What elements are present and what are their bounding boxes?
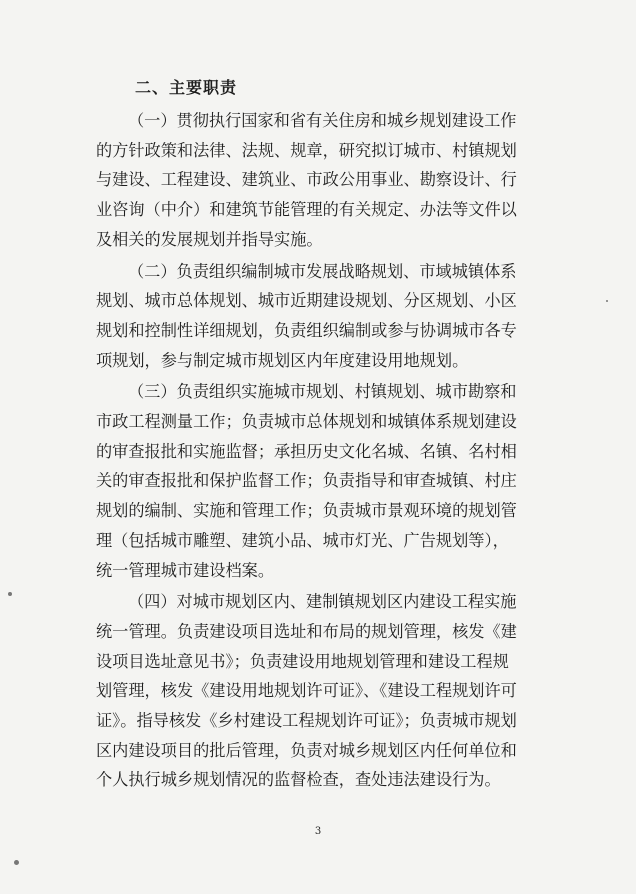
text-line: 与建设、工程建设、建筑业、市政公用事业、勘察设计、行	[96, 170, 517, 190]
text-line: （四）对城市规划区内、建制镇规划区内建设工程实施	[128, 592, 517, 612]
text-line: 证》。指导核发《乡村建设工程规划许可证》；负责城市规划	[96, 711, 517, 731]
text-line: 及相关的发展规划并指导实施。	[96, 229, 323, 249]
scan-speck	[14, 860, 19, 865]
text-line: 规划和控制性详细规划，负责组织编制或参与协调城市各专	[96, 320, 517, 340]
text-line: （一）贯彻执行国家和省有关住房和城乡规划建设工作	[128, 111, 517, 130]
text-line: 划管理，核发《建设用地规划许可证》、《建设工程规划许可	[96, 681, 517, 701]
text-line: 区内建设项目的批后管理，负责对城乡规划区内任何单位和	[96, 740, 517, 760]
text-line: 规划的编制、实施和管理工作；负责城市景观环境的规划管	[96, 501, 517, 521]
text-line: 的方针政策和法律、法规、规章，研究拟订城市、村镇规划	[96, 140, 517, 160]
text-line: 统一管理城市建设档案。	[96, 560, 275, 580]
text-line: 统一管理。负责建设项目选址和布局的规划管理，核发《建	[96, 621, 517, 641]
text-line: 市政工程测量工作；负责城市总体规划和城镇体系规划建设	[96, 412, 517, 432]
paragraph-3	[96, 377, 556, 585]
text-line: 设项目选址意见书》；负责建设用地规划管理和建设工程规	[96, 651, 509, 671]
scan-speck	[606, 300, 608, 302]
paragraph-2	[96, 257, 556, 376]
paragraph-4	[96, 587, 556, 795]
text-line: 理（包括城市雕塑、建筑小品、城市灯光、广告规划等），	[96, 530, 509, 550]
page-number: 3	[314, 826, 322, 837]
text-line: 个人执行城乡规划情况的监督检查，查处违法建设行为。	[96, 770, 501, 790]
text-line: 业咨询（中介）和建筑节能管理的有关规定、办法等文件以	[96, 200, 517, 220]
document-body	[96, 106, 556, 797]
text-line: 的审查报批和实施监督；承担历史文化名城、名镇、名村相	[96, 441, 517, 461]
text-line: （三）负责组织实施城市规划、村镇规划、城市勘察和	[128, 382, 517, 402]
section-heading: 二、主要职责	[135, 78, 238, 97]
text-line: 规划、城市总体规划、城市近期建设规划、分区规划、小区	[96, 291, 517, 311]
text-line: （二）负责组织编制城市发展战略规划、市域城镇体系	[128, 261, 517, 281]
text-line: 关的审查报批和保护监督工作；负责指导和审查城镇、村庄	[96, 471, 517, 491]
text-line: 项规划，参与制定城市规划区内年度建设用地规划。	[96, 350, 469, 370]
paragraph-1	[96, 106, 556, 255]
scan-speck	[8, 592, 12, 596]
